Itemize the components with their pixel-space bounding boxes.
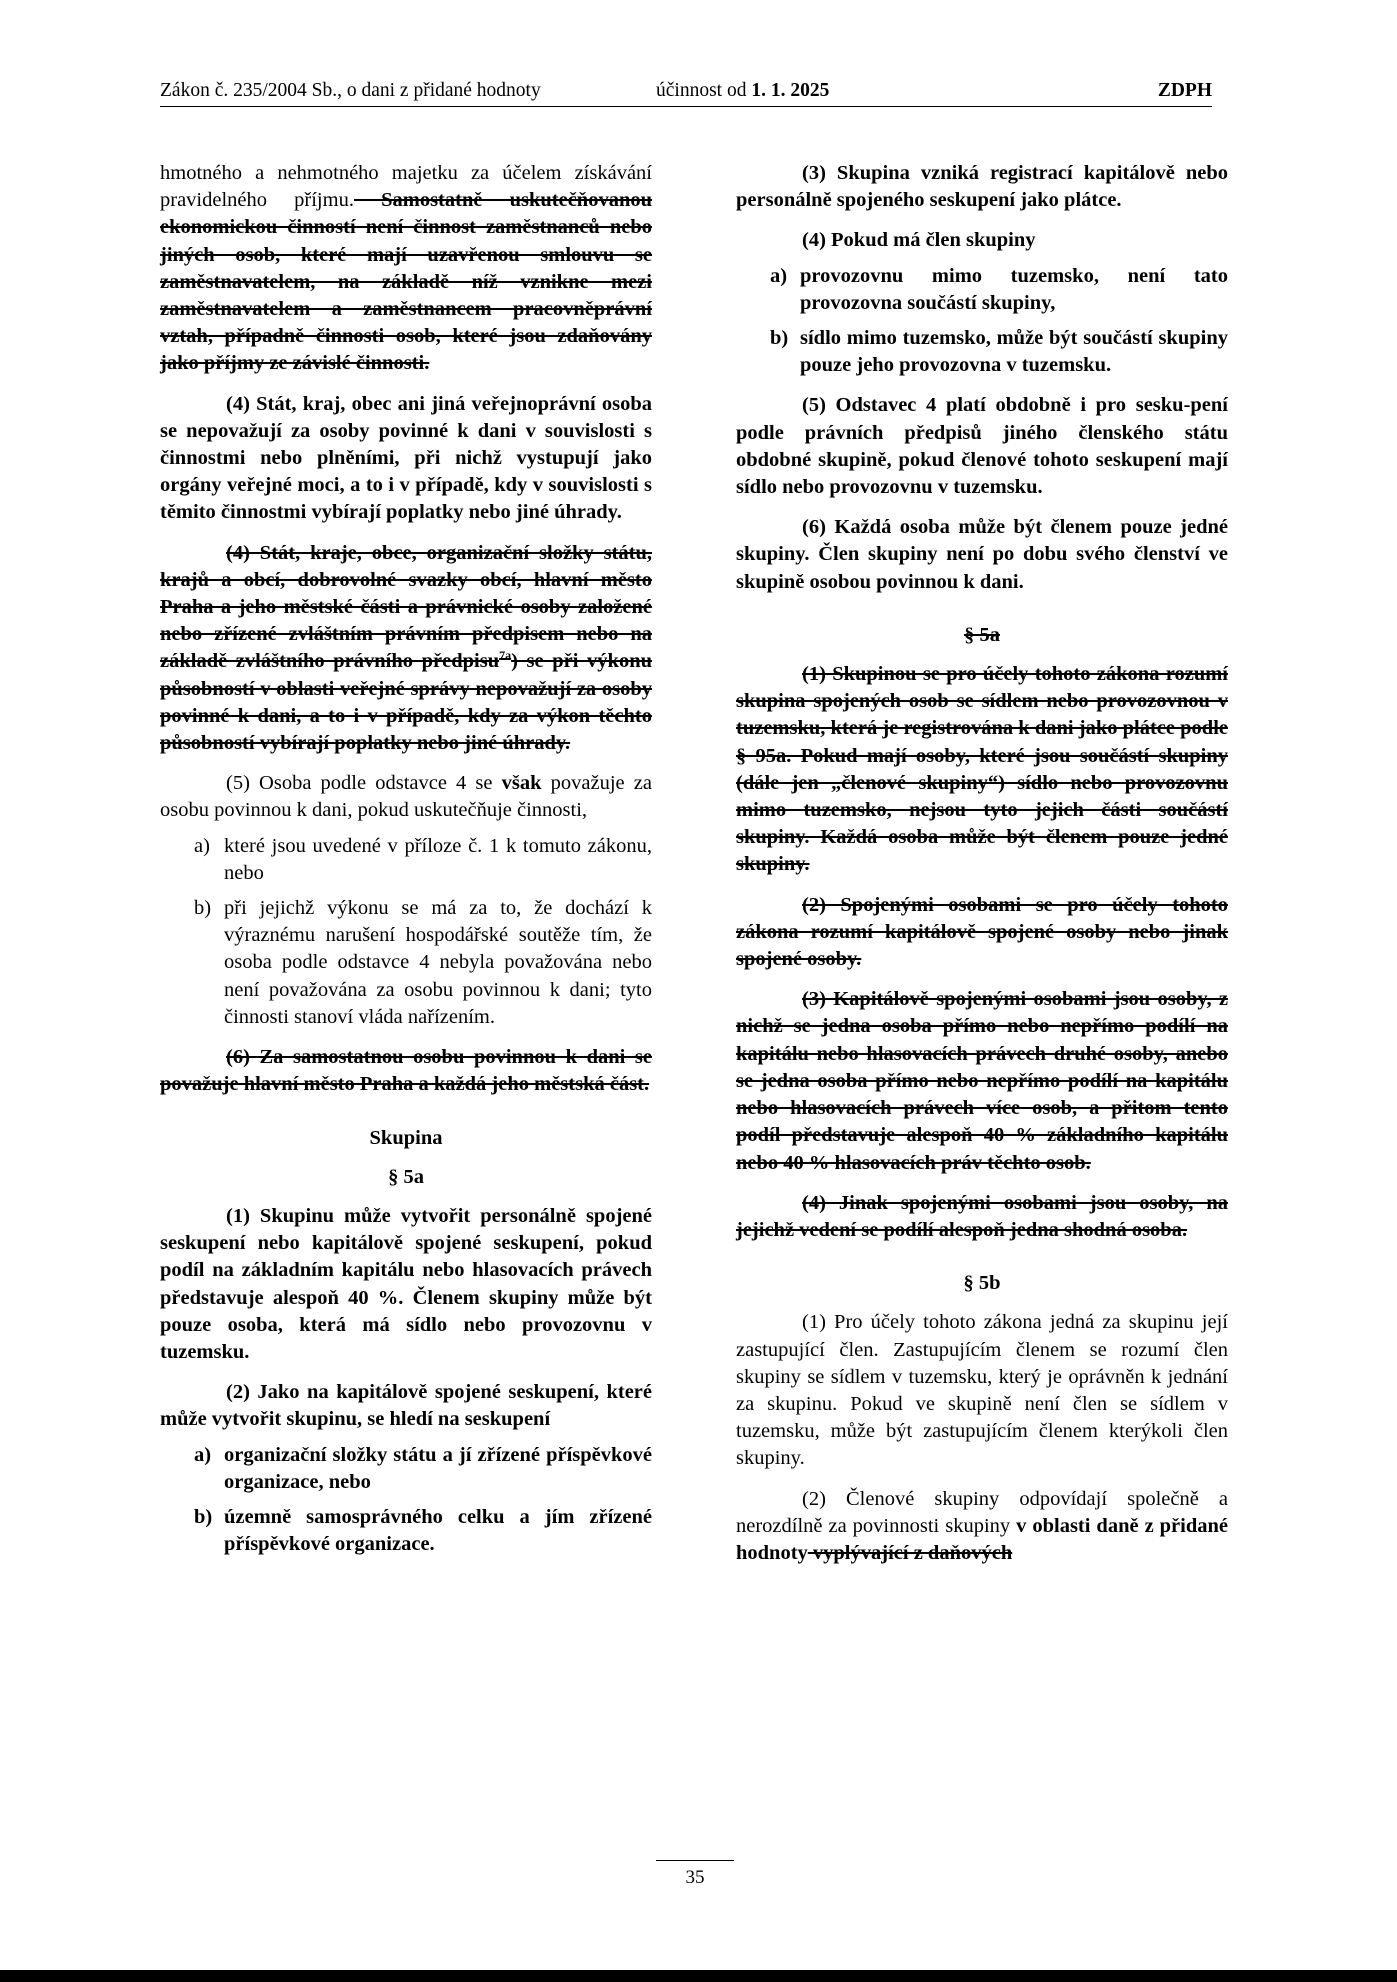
left-paragraph-4 [160, 770, 652, 824]
list-item-text: organizační složky státu a jí zřízené příspěvkové organizace, nebo [224, 1443, 652, 1493]
header-effective-date: 1. 1. 2025 [751, 80, 830, 101]
right-paragraph-7-struck: (3) Kapitálově spojenými osobami jsou osoby, z nichž se jedna osoba přímo nebo nepřímo podílí na kapitálu nebo hlasovacích právech druhé osoby, anebo se jedna osoba přímo nebo nepřímo podílí na kapitálu nebo hlasovacích právech více osob, a přitom tento podíl představuje alespoň 40 % základního kapitálu nebo 40 % hlasovacích práv těchto osob. [736, 988, 1228, 1174]
page-header [160, 78, 1212, 107]
list-item-text: které jsou uvedené v příloze č. 1 k tomuto zákonu, nebo [224, 834, 652, 884]
right-paragraph-8-struck: (4) Jinak spojenými osobami jsou osoby, na jejichž vedení se podílí alespoň jedna shodná osoba. [736, 1191, 1228, 1241]
left-paragraph-1 [160, 160, 652, 378]
list-item-label: b) [194, 897, 212, 920]
p4-text-a: (5) Osoba podle odstavce 4 se [226, 772, 502, 795]
section-number-5b: § 5b [963, 1272, 1001, 1295]
list-item [160, 833, 652, 887]
list-item-text: územně samosprávného celku a jím zřízené příspěvkové organizace. [224, 1505, 652, 1556]
list-item [160, 1504, 652, 1558]
p4-text-bold: však [501, 772, 542, 795]
right-paragraph-10 [736, 1486, 1228, 1568]
list-item-label: b) [770, 327, 789, 350]
bottom-edge-bar [0, 1970, 1397, 1982]
section-number-5a: § 5a [388, 1165, 424, 1188]
list-item [736, 325, 1228, 379]
list-item-label: a) [194, 834, 210, 857]
right-paragraph-4: (6) Každá osoba může být členem pouze jedné skupiny. Člen skupiny není po dobu svého členství ve skupině osobou povinnou k dani. [736, 516, 1228, 593]
header-effective-prefix: účinnost od [656, 80, 752, 101]
right-paragraph-1: (3) Skupina vzniká registrací kapitálově nebo personálně spojeného seskupení jako plátce. [736, 162, 1228, 212]
list-item-label: b) [194, 1505, 213, 1528]
left-column [160, 160, 652, 1566]
footnote-ref: 7a [499, 648, 512, 663]
left-paragraph-6: (1) Skupinu může vytvořit personálně spojené seskupení nebo kapitálově spojené seskupení, pokud podíl na základním kapitálu nebo hlasovacích právech představuje alespoň 40 %. Členem skupiny může být pouze osoba, která má sídlo nebo provozovnu v tuzemsku. [160, 1204, 652, 1363]
right-paragraph-3: (5) Odstavec 4 platí obdobně i pro sesku-pení podle právních předpisů jiného členského státu obdobné skupině, pokud členové tohoto seskupení mají sídlo nebo provozovnu v tuzemsku. [736, 394, 1228, 499]
right-column [736, 160, 1228, 1580]
list-item-text: sídlo mimo tuzemsko, může být součástí skupiny pouze jeho provozovna v tuzemsku. [800, 327, 1228, 377]
list-item-label: a) [194, 1443, 212, 1466]
right-paragraph-2: (4) Pokud má člen skupiny [802, 229, 1036, 252]
p3-text-a: (4) Stát, kraje, obce, organizační složky státu, krajů a obcí, dobrovolné svazky obcí, hlavní město Praha a jeho městské části a právnické osoby založené nebo zřízené zvláštním právním předpisem nebo na základě zvláštního právního předpisu [160, 541, 652, 673]
header-effective [656, 80, 829, 102]
header-law-title: Zákon č. 235/2004 Sb., o dani z přidané hodnoty [160, 80, 541, 101]
page-number: 35 [685, 1867, 705, 1888]
list-item-label: a) [770, 264, 788, 287]
list-item-text: při jejichž výkonu se má za to, že dochází k výraznému narušení hospodářské soutěže tím, že osoba podle odstavce 4 nebyla považována nebo není považována za osobu povinnou k dani; tyto činnosti stanoví vláda nařízením. [224, 897, 652, 1028]
p10-text-struck: vyplývající z daňových [807, 1541, 1013, 1564]
footer-divider [656, 1860, 734, 1861]
left-paragraph-7: (2) Jako na kapitálově spojené seskupení, které může vytvořit skupinu, se hledí na seskupení [160, 1381, 652, 1431]
right-paragraph-5-struck: (1) Skupinou se pro účely tohoto zákona rozumí skupina spojených osob se sídlem nebo provozovnou v tuzemsku, která je registrována k dani jako plátce podle § 95a. Pokud mají osoby, které jsou součástí skupiny (dále jen „členové skupiny“) sídlo nebo provozovnu mimo tuzemsko, nejsou tyto jejich části součástí skupiny. Každá osoba může být členem pouze jedné skupiny. [736, 663, 1228, 876]
p3-text-b: ) se při výkonu působností v oblasti veřejné správy nepovažují za osoby povinné k dani, a to i v případě, kdy za výkon těchto působností vybírají poplatky nebo jiné úhrady. [160, 650, 652, 755]
section-number-5a-struck: § 5a [964, 623, 1000, 646]
right-paragraph-6-struck: (2) Spojenými osobami se pro účely tohoto zákona rozumí kapitálově spojené osoby nebo jinak spojené osoby. [736, 893, 1228, 971]
p10-text-bold: v oblasti daně z přidané hodnoty [736, 1514, 1228, 1564]
list-item-text: provozovnu mimo tuzemsko, není tato provozovna součástí skupiny, [800, 264, 1228, 314]
list-item [736, 263, 1228, 317]
section-heading-group: Skupina [369, 1126, 443, 1149]
left-paragraph-3-struck [160, 540, 652, 758]
p4-text-c: považuje za osobu povinnou k dani, pokud uskutečňuje činnosti, [160, 772, 652, 822]
left-paragraph-5-struck: (6) Za samostatnou osobu povinnou k dani se považuje hlavní město Praha a každá jeho městská část. [160, 1046, 652, 1096]
p10-text-a: (2) Členové skupiny odpovídají společně a nerozdílně za povinnosti skupiny [736, 1487, 1228, 1537]
list-item [160, 895, 652, 1031]
p1-struck-text: Samostatně uskutečňovanou ekonomickou činností není činnost zaměstnanců nebo jiných osob, které mají uzavřenou smlouvu se zaměstnavatelem, na základě níž vzniknе mezi zaměstnavatelem a zaměstnancem pracovněprávní vztah, případně činnosti osob, které jsou zdaňovány jako příjmy ze závislé činnosti. [160, 189, 652, 375]
right-paragraph-9: (1) Pro účely tohoto zákona jedná za skupinu její zastupující člen. Zastupujícím členem se rozumí člen skupiny se sídlem v tuzemsku, který je oprávněn k jednání za skupinu. Pokud ve skupině není člen se sídlem v tuzemsku, může být zastupujícím členem kterýkoli člen skupiny. [736, 1311, 1228, 1470]
list-item [160, 1442, 652, 1496]
left-paragraph-2: (4) Stát, kraj, obec ani jiná veřejnoprávní osoba se nepovažují za osoby povinné k dani v souvislosti s činnostmi nebo plněními, při nichž vystupují jako orgány veřejné moci, a to i v případě, kdy v souvislosti s těmito činnostmi vybírají poplatky nebo jiné úhrady. [160, 392, 652, 524]
header-abbreviation: ZDPH [1157, 80, 1212, 101]
p1-text: hmotného a nehmotného majetku za účelem získávání pravidelného příjmu. [160, 162, 652, 212]
